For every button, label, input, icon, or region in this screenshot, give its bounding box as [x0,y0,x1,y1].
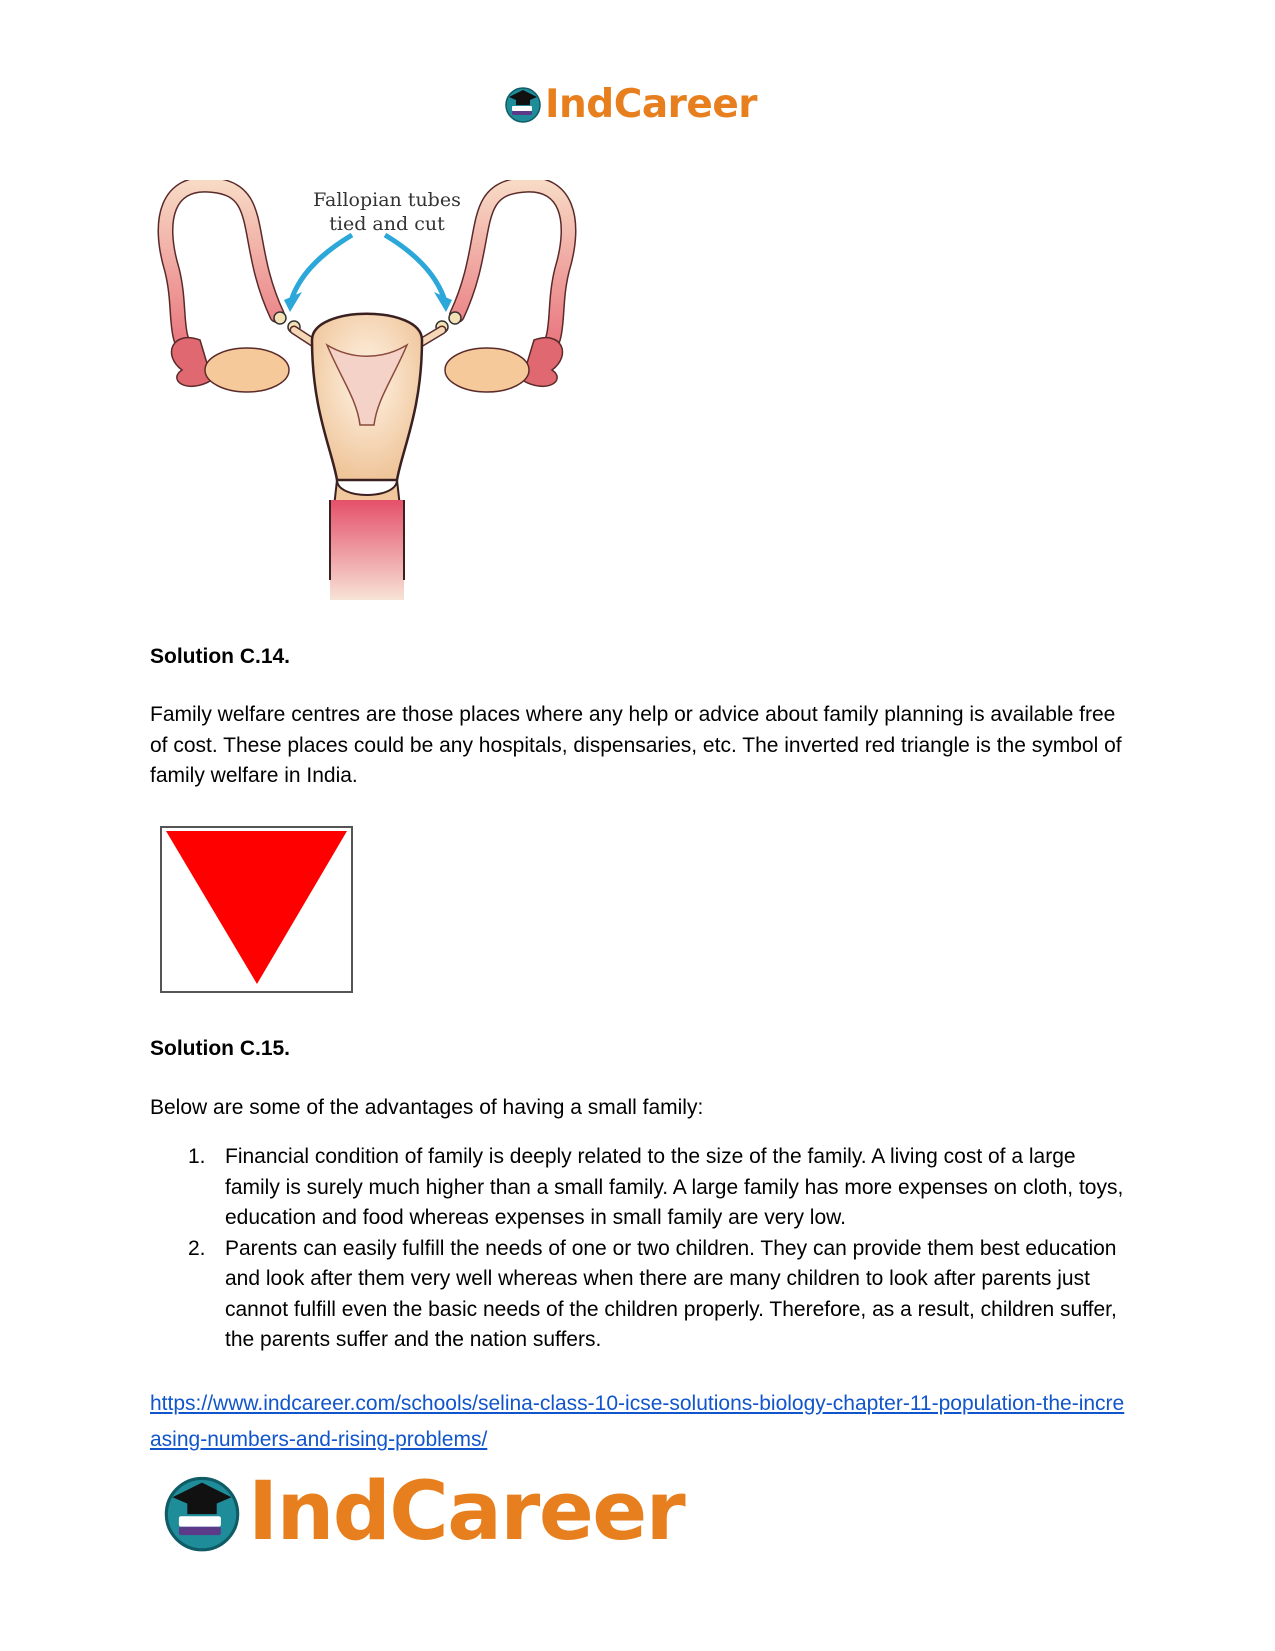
uterus-illustration [152,180,622,610]
list-item [150,1142,1135,1234]
inverted-red-triangle-icon [160,826,353,993]
list-item [150,1234,1135,1356]
solution-c15-heading: Solution C.15. [150,1037,291,1060]
logo-wordmark: IndCareer [545,81,757,127]
solution-c14-paragraph: Family welfare centres are those places where any help or advice about family planning is available free of cost. These places could be any hospitals, dispensaries, etc. The inverted red triangle is the symbol of family welfare in India. [150,703,1122,787]
list-item-number: 2. [188,1236,206,1260]
figure-caption-line-2: tied and cut [329,213,445,235]
list-item-number: 1. [188,1145,206,1168]
source-link[interactable]: https://www.indcareer.com/schools/selina-class-10-icse-solutions-biology-chapter-11-population-the-increasing-numbers-and-rising-problems/ [150,1392,1125,1451]
indcareer-logo-top [503,80,757,128]
figure-caption [302,188,472,236]
list-item-text: Parents can easily fulfill the needs of one or two children. They can provide them best education and look after them very well whereas when there are many children to look after parents just cannot fulfill even the basic needs of the children properly. Therefore, as a result, children suffer, the parents suffer and the nation suffers. [225,1236,1117,1351]
figure-caption-line-1: Fallopian tubes [313,189,461,211]
graduation-globe-icon [160,1470,244,1554]
logo-wordmark: IndCareer [248,1465,685,1559]
indcareer-logo-bottom [160,1466,684,1558]
fallopian-tubes-figure [152,180,622,610]
solution-c14-heading: Solution C.14. [150,645,291,668]
solution-c15-paragraph: Below are some of the advantages of having a small family: [150,1096,704,1119]
graduation-globe-icon [503,84,543,124]
family-welfare-symbol [160,826,353,993]
advantages-list [150,1142,1135,1356]
list-item-text: Financial condition of family is deeply related to the size of the family. A living cost of a large family is surely much higher than a small family. A large family has more expenses on cloth, toys, education and food whereas expenses in small family are very low. [225,1145,1124,1229]
